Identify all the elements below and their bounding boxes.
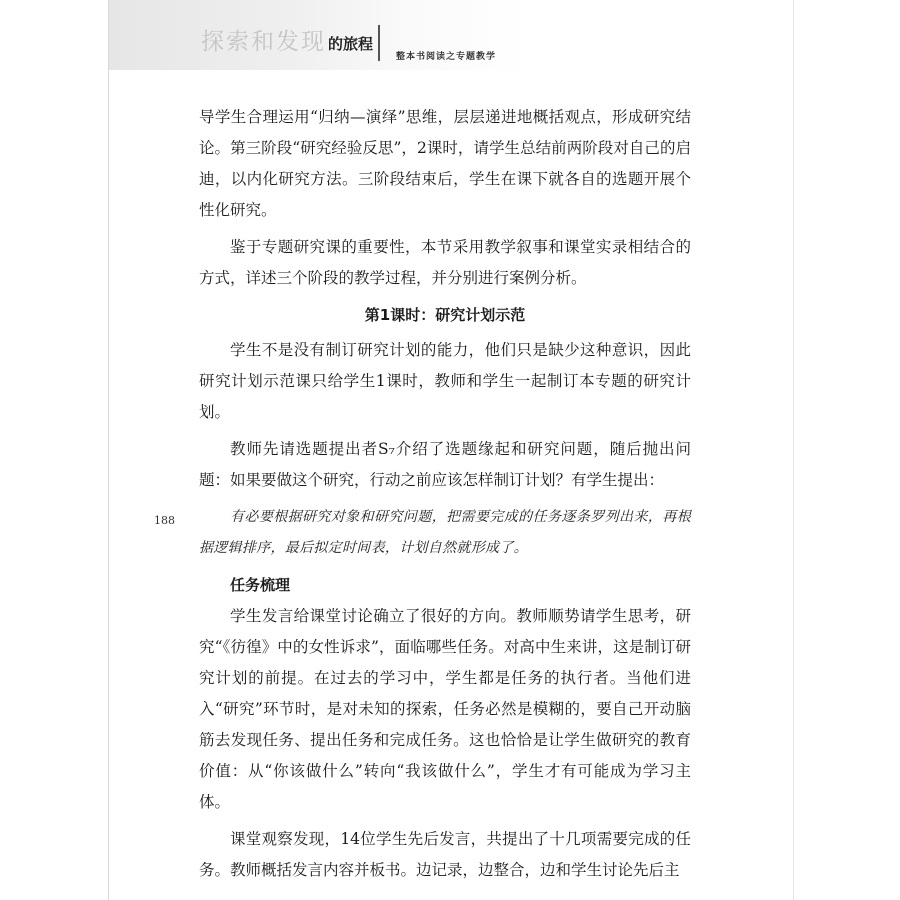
student-quote: 有必要根据研究对象和研究问题，把需要完成的任务逐条罗列出来，再根据逻辑排序，最后拟定时间表，计划自然就形成了。 (199, 509, 691, 556)
body-text (199, 102, 691, 892)
section-heading: 第1课时：研究计划示范 (364, 306, 526, 324)
paragraph-continued: 导学生合理运用“归纳—演绎”思维，层层递进地概括观点，形成研究结论。第三阶段“研究经验反思”，2课时，请学生总结前两阶段对自己的启迪，以内化研究方法。三阶段结束后，学生在课下就各自的选题开展个性化研究。 (199, 108, 691, 219)
page-number: 188 (154, 514, 175, 527)
subheading: 任务梳理 (230, 576, 291, 594)
book-subtitle: 整本书阅读之专题教学 (396, 52, 497, 62)
header-divider (378, 25, 380, 61)
paragraph: 学生发言给课堂讨论确立了很好的方向。教师顺势请学生思考，研究“《彷徨》中的女性诉求”，面临哪些任务。对高中生来讲，这是制订研究计划的前提。在过去的学习中，学生都是任务的执行者。当他们进入“研究”环节时，是对未知的探索，任务必然是模糊的，要自己开动脑筋去发现任务、提出任务和完成任务。这也恰恰是让学生做研究的教育价值：从“你该做什么”转向“我该做什么”，学生才有可能成为学习主体。 (199, 607, 691, 811)
page-header (109, 0, 793, 70)
book-page (108, 0, 794, 900)
series-title-bold: 的旅程 (328, 35, 374, 53)
paragraph: 鉴于专题研究课的重要性，本节采用教学叙事和课堂实录相结合的方式，详述三个阶段的教学过程，并分别进行案例分析。 (199, 238, 691, 287)
series-title (201, 30, 373, 56)
series-title-light: 探索和发现 (201, 29, 326, 55)
paragraph: 课堂观察发现，14位学生先后发言，共提出了十几项需要完成的任务。教师概括发言内容并板书。边记录，边整合，边和学生讨论先后主 (199, 830, 691, 879)
paragraph: 教师先请选题提出者S₇介绍了选题缘起和研究问题，随后抛出问题：如果要做这个研究，行动之前应该怎样制订计划？有学生提出： (199, 440, 691, 489)
paragraph: 学生不是没有制订研究计划的能力，他们只是缺少这种意识，因此研究计划示范课只给学生1课时，教师和学生一起制订本专题的研究计划。 (199, 341, 691, 421)
